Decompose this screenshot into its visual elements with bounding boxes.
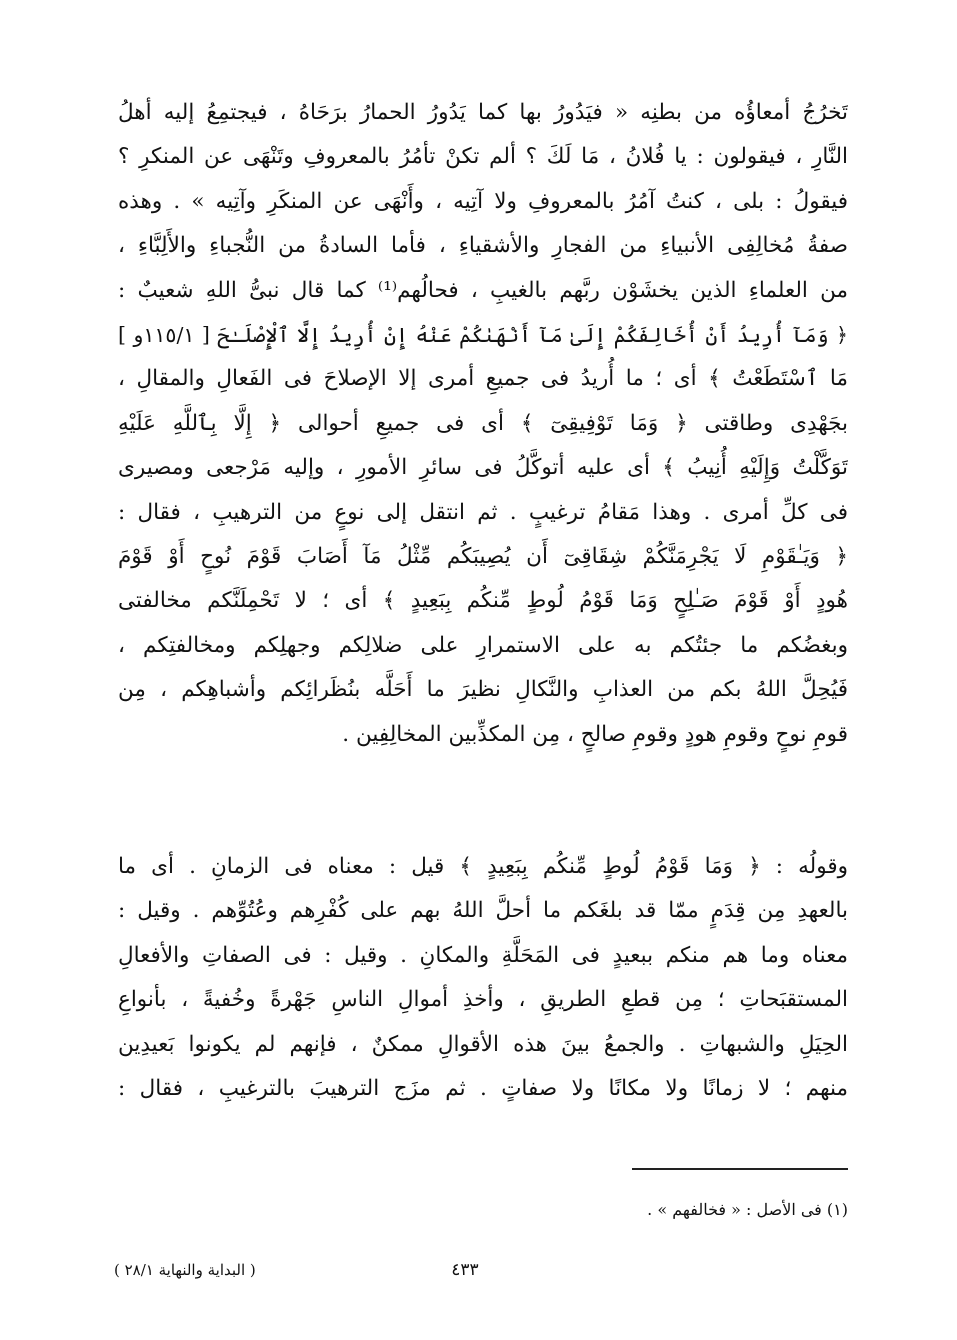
text-line: صفةُ مُخالِفِى الأنبياءِ من الفجارِ والأشقياءِ ، فأما السادةُ من النُّجباءِ والأَلِبَّاءِ ، — [118, 233, 848, 259]
text-line: فيقولُ : بلى ، كنتُ آمُرُ بالمعروفِ ولا آتِيه ، وأَنْهَى عن المنكَرِ وآتِيه » . وهذه — [118, 188, 848, 214]
text-line: وبغضُكم ما جئتُكم به على الاستمرارِ على ضلالِكم وجهلِكم ومخالفتِكم ، — [118, 632, 848, 658]
paragraph-1 — [118, 91, 848, 757]
text-line: وقولُه : ﴿ وَمَا قَوْمُ لُوطٍ مِّنكُم بِبَعِيدٍ ﴾ قيل : معناه فى الزمانِ . أى ما — [118, 854, 848, 879]
text-line: ﴿ وَمَآ أُرِيدُ أَنْ أُخَالِفَكُمْ إِلَىٰ مَآ أَنْهَىٰكُمْ عَنْهُ إِنْ أُرِيدُ إِلَّا ٱلْإِصْلَـٰحَ [ ١١٥/١و ] — [118, 323, 848, 348]
footnote: (١) فى الأصل : « فخالفهم » . — [647, 1200, 848, 1219]
footnote-divider — [632, 1168, 848, 1170]
text-line: النَّارِ ، فيقولون : يا فُلانُ ، مَا لَكَ ؟ ألم تكنْ تأمُرُ بالمعروفِ وتَنْهَى عن المنكرِ ؟ — [118, 144, 848, 170]
text-line: مَا ٱسْتَطَعْتُ ﴾ أى ؛ ما أُريدُ فى جميعِ أمرى إلا الإصلاحَ فى الفَعالِ والمقالِ ، — [118, 366, 848, 392]
paragraph-2 — [118, 845, 848, 1111]
text-line: المستقبَحاتِ ؛ مِن قطعِ الطريقِ ، وأخذِ أموالِ الناسِ جَهْرةً وخُفيةً ، بأنواعِ — [118, 987, 848, 1013]
text-line: هُودٍ أَوْ قَوْمَ صَـٰلِحٍ وَمَا قَوْمُ لُوطٍ مِّنكُم بِبَعِيدٍ ﴾ أى ؛ لا تَحْمِلَنَّكم مخالفتى — [118, 588, 848, 614]
text-line: فَيُحِلَّ اللهُ بكم من العذابِ والنَّكالِ نظيرَ ما أَحَلَّه بنُظَرائِكم وأشباهِكم ، مِن — [118, 677, 848, 703]
text-line: بالعهدِ مِن قِدَمٍ ممّا قد بلغَكم ما أحلَّ اللهُ بهم على كُفْرِهم وعُتُوِّهم . وقيل : — [118, 898, 848, 924]
text-line: من العلماءِ الذين يخشَوْن ربَّهم بالغيبِ ، فحالُهم⁽¹⁾ كما قال نبىُّ اللهِ شعيبٌ : — [118, 277, 848, 303]
text-line: منهم ؛ لا زمانًا ولا مكانًا ولا صفاتٍ . ثم مزَج الترهيبَ بالترغيبِ ، فقال : — [118, 1076, 848, 1102]
text-line: ﴿ وَيَـٰقَوْمِ لَا يَجْرِمَنَّكُمْ شِقَاقِىٓ أَن يُصِيبَكُم مِّثْلُ مَآ أَصَابَ قَوْمَ نُوحٍ أَوْ قَوْمَ — [118, 544, 848, 570]
text-line: الحِيَلِ والشبهاتِ . والجمعُ بينَ هذه الأقوالِ ممكنٌ ، فإنهم لم يكونوا بَعيدِين — [118, 1031, 848, 1057]
running-source: ( البداية والنهاية ٢٨/١ ) — [114, 1261, 256, 1279]
text-line: بجَهْدِى وطاقتى ﴿ وَمَا تَوْفِيقِىٓ ﴾ أى فى جميعِ أحوالى ﴿ إِلَّا بِٱللَّهِ عَلَيْهِ — [118, 410, 848, 436]
text-line: معناه وما هم منكم ببعيدٍ فى المَحَلَّةِ والمكانِ . وقيل : فى الصفاتِ والأفعالِ — [118, 942, 848, 968]
text-line: تَوَكَّلْتُ وَإِلَيْهِ أُنِيبُ ﴾ أى عليه أتوكَّلُ فى سائرِ الأمورِ ، وإليه مَرْجعى ومصيرى — [118, 455, 848, 481]
text-line: تَخرُجُ أمعاؤُه من بطنِه « فيَدُورُ بها كما يَدُورُ الحمارُ برَحَاهُ ، فيجتمِعُ إليه أهلُ — [118, 100, 848, 125]
text-line: قومِ نوحٍ وقومِ هودٍ وقومِ صالحٍ ، مِن المكذِّبين المخالِفِين . — [342, 721, 848, 747]
text-line: فى كلِّ أمرى . وهذا مَقامُ ترغيبٍ . ثم انتقل إلى نوعٍ من الترهيبِ ، فقال : — [118, 499, 848, 525]
page-number: ٤٣٣ — [451, 1260, 479, 1280]
